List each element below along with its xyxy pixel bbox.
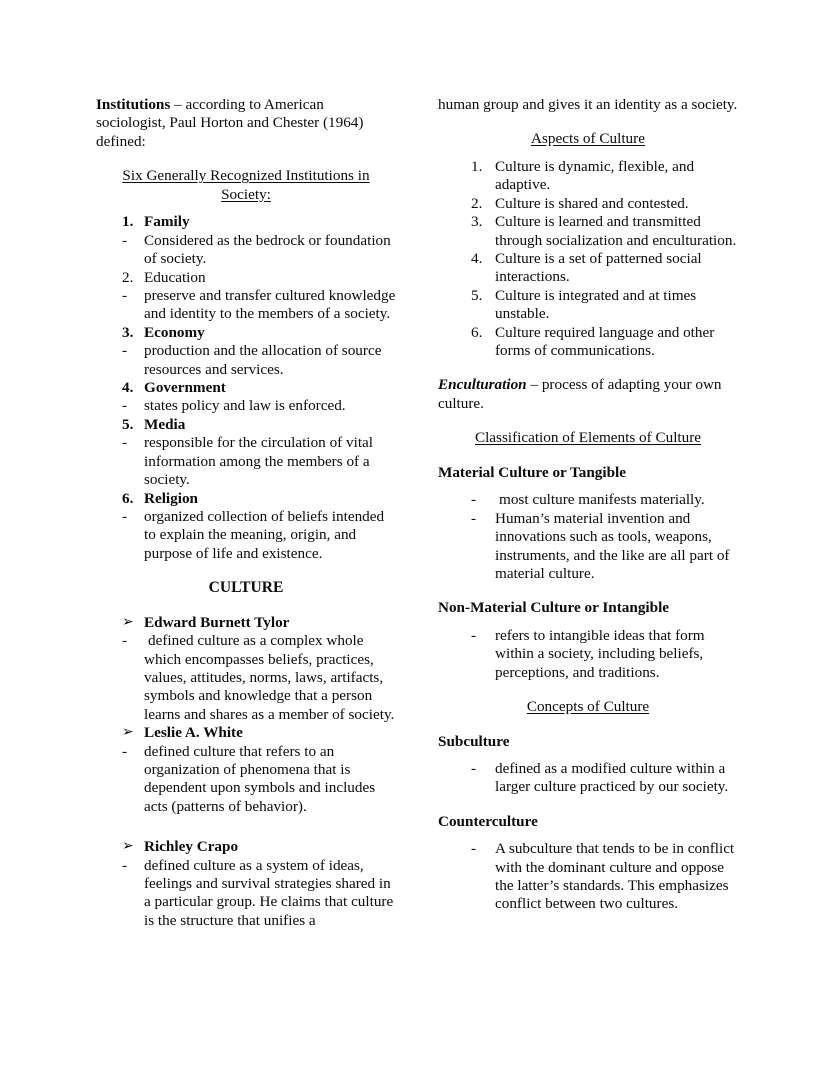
institutions-term: Institutions: [96, 96, 171, 113]
institution-name: Government: [144, 379, 226, 397]
dash-bullet: -: [471, 491, 477, 509]
list-item: [438, 324, 738, 361]
dash-bullet: -: [122, 507, 128, 525]
list-number: 1.: [471, 158, 483, 175]
list-number: 6.: [471, 323, 483, 341]
institution-definition: states policy and law is enforced.: [144, 397, 346, 415]
list-number: 6.: [122, 489, 134, 507]
spacer: [96, 151, 396, 167]
institution-name: Family: [144, 213, 190, 231]
dash-bullet: -: [471, 626, 477, 644]
spacer: [96, 598, 396, 614]
dash-bullet: -: [122, 397, 128, 415]
material-culture-point: Human’s material invention and innovations such as tools, weapons, instruments, and the like are all part of material culture.: [495, 509, 730, 582]
list-item: [96, 416, 396, 434]
subculture-point: defined as a modified culture within a larger culture practiced by our society.: [495, 759, 729, 796]
spacer: [438, 717, 738, 733]
dash-bullet: -: [122, 434, 128, 452]
aspect-text: Culture is shared and contested.: [495, 194, 689, 212]
theorist-definition: defined culture that refers to an organization of phenomena that is dependent upon symbols and includes acts (patterns of behavior).: [144, 742, 376, 815]
institution-definition: Considered as the bedrock or foundation of society.: [144, 231, 391, 268]
list-item: [438, 510, 738, 584]
aspect-text: Culture is learned and transmitted through socialization and enculturation.: [495, 213, 737, 249]
theorist-name: Leslie A. White: [144, 724, 243, 742]
list-item: [96, 743, 396, 817]
list-item: [96, 213, 396, 231]
heading-classification-of-elements: Classification of Elements of Culture: [474, 429, 702, 447]
dash-bullet: -: [122, 342, 128, 360]
institution-name: Religion: [144, 489, 199, 507]
institution-definition: organized collection of beliefs intended to explain the meaning, origin, and purpose of life and existence.: [144, 507, 385, 562]
aspect-text: Culture required language and other forms of communications.: [495, 323, 715, 360]
spacer: [438, 114, 738, 130]
list-item: [438, 158, 738, 195]
heading-material-culture: Material Culture or Tangible: [438, 463, 627, 481]
spacer: [438, 751, 738, 760]
theorist-definition: defined culture as a system of ideas, feelings and survival strategies shared in a particular group. He claims that culture is the structure that unifies a: [144, 856, 394, 929]
list-item: [96, 397, 396, 415]
arrow-bullet-icon: ➢: [122, 725, 134, 741]
list-number: 4.: [122, 379, 134, 397]
dash-bullet: -: [122, 632, 128, 650]
list-number: 3.: [122, 323, 134, 341]
heading-aspects-of-culture: Aspects of Culture: [531, 130, 645, 148]
spacer: [438, 448, 738, 464]
arrow-bullet-icon: ➢: [122, 614, 134, 630]
list-item: [438, 213, 738, 250]
aspect-text: Culture is a set of patterned social interactions.: [495, 250, 702, 286]
spacer: [96, 816, 396, 838]
list-item: [96, 632, 396, 724]
institution-name: Education: [144, 268, 206, 286]
aspect-text: Culture is integrated and at times unstable.: [495, 286, 697, 323]
list-item: [438, 627, 738, 682]
heading-counterculture: Counterculture: [438, 812, 538, 830]
heading-concepts-of-culture: Concepts of Culture: [526, 697, 650, 715]
institution-name: Economy: [144, 323, 205, 341]
list-item: [96, 379, 396, 397]
list-item: [438, 760, 738, 797]
list-item: [96, 269, 396, 287]
dash-bullet: -: [471, 759, 477, 777]
spacer: [438, 797, 738, 813]
institution-definition: preserve and transfer cultured knowledge and identity to the members of a society.: [144, 287, 396, 323]
material-culture-point: most culture manifests materially.: [499, 491, 705, 509]
dash-bullet: -: [122, 231, 128, 249]
list-number: 5.: [471, 286, 483, 304]
institution-definition: production and the allocation of source resources and services.: [144, 342, 382, 378]
list-number: 2.: [471, 194, 483, 212]
theorist-name: Edward Burnett Tylor: [144, 613, 290, 631]
list-number: 3.: [471, 213, 483, 231]
two-column-layout: [0, 96, 828, 930]
list-item: [96, 614, 396, 632]
left-column: [96, 96, 396, 930]
non-material-culture-point: refers to intangible ideas that form within a society, including beliefs, perceptions, and traditions.: [495, 626, 705, 681]
dash-bullet: -: [471, 509, 477, 527]
list-item: [96, 232, 396, 269]
institutions-intro-text: – according to American sociologist, Paul Horton and Chester (1964) defined:: [96, 96, 364, 150]
enculturation-text: – process of adapting your own culture.: [438, 376, 722, 412]
list-item: [96, 287, 396, 324]
list-number: 1.: [122, 213, 134, 231]
list-item: [96, 342, 396, 379]
list-item: [96, 434, 396, 489]
spacer: [438, 149, 738, 158]
counterculture-point: A subculture that tends to be in conflict with the dominant culture and oppose the latter’s standards. This emphasizes conflict between two cultures.: [495, 840, 735, 913]
list-number: 4.: [471, 250, 483, 268]
list-item: [96, 838, 396, 856]
spacer: [438, 682, 738, 698]
spacer: [438, 360, 738, 376]
list-item: [438, 287, 738, 324]
continuation-paragraph: human group and gives it an identity as a society.: [438, 96, 738, 113]
list-item: [96, 490, 396, 508]
theorist-name: Richley Crapo: [144, 838, 239, 856]
dash-bullet: -: [122, 856, 128, 874]
dash-bullet: -: [122, 742, 128, 760]
right-column: [438, 96, 738, 914]
spacer: [96, 563, 396, 579]
institutions-intro-paragraph: [96, 96, 396, 151]
institution-name: Media: [144, 415, 186, 433]
enculturation-paragraph: [438, 376, 738, 413]
heading-culture: CULTURE: [208, 579, 284, 597]
spacer: [438, 413, 738, 429]
list-item: [438, 840, 738, 914]
list-number: 5.: [122, 415, 134, 433]
arrow-bullet-icon: ➢: [122, 839, 134, 855]
list-item: [438, 491, 738, 509]
list-item: [96, 508, 396, 563]
enculturation-term: Enculturation: [438, 376, 527, 394]
list-number: 2.: [122, 268, 134, 286]
list-item: [96, 857, 396, 931]
heading-six-institutions: Six Generally Recognized Institutions in Society:: [122, 167, 370, 203]
spacer: [438, 482, 738, 491]
list-item: [438, 195, 738, 213]
spacer: [96, 204, 396, 213]
spacer: [438, 583, 738, 599]
heading-non-material-culture: Non-Material Culture or Intangible: [438, 599, 670, 617]
spacer: [438, 618, 738, 627]
list-item: [96, 724, 396, 742]
spacer: [438, 831, 738, 840]
dash-bullet: -: [122, 287, 128, 305]
dash-bullet: -: [471, 840, 477, 858]
institution-definition: responsible for the circulation of vital information among the members of a society.: [144, 434, 374, 489]
aspect-text: Culture is dynamic, flexible, and adaptive.: [495, 158, 695, 194]
list-item: [438, 250, 738, 287]
heading-subculture: Subculture: [438, 732, 510, 750]
list-item: [96, 324, 396, 342]
theorist-definition: defined culture as a complex whole which encompasses beliefs, practices, values, attitudes, norms, laws, artifacts, symbols and knowledge that a person learns and shares as a member of society.: [144, 632, 395, 723]
